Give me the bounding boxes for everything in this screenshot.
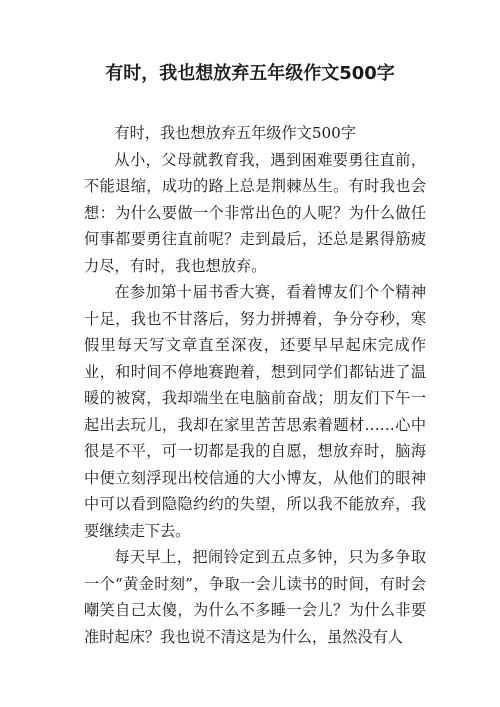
document-subtitle: 有时，我也想放弃五年级作文500字 (114, 124, 357, 142)
document-title: 有时，我也想放弃五年级作文500字 (105, 63, 395, 84)
paragraph: 每天早上，把闹铃定到五点多钟，只为多争取一个“黄金时刻”，争取一会儿读书的时间，有时会嘲笑自己太傻，为什么不多睡一会儿？为什么非要准时起床？我也说不清这是为什么，虽然没有人 (84, 548, 426, 646)
paragraph: 在参加第十届书香大赛，看着博友们个个精神十足，我也不甘落后，努力拼搏着，争分夺秒，寒假里每天写文章直至深夜，还要早早起床完成作业，和时间不停地赛跑着，想到同学们都钻进了温暖的被窝，我却端坐在电脑前奋战；朋友们下午一起出去玩儿，我却在家里苦苦思索着题材……心中很是不平，可一切都是我的自愿，想放弃时，脑海中便立刻浮现出校信通的大小博友，从他们的眼神中可以看到隐隐约约的失望，所以我不能放弃，我要继续走下去。 (84, 283, 426, 540)
document-body (84, 120, 426, 650)
paragraph: 从小，父母就教育我，遇到困难要勇往直前，不能退缩，成功的路上总是荆棘丛生。有时我也会想：为什么要做一个非常出色的人呢？为什么做任何事都要勇往直前呢？走到最后，还总是累得筋疲力尽，有时，我也想放弃。 (84, 150, 426, 275)
